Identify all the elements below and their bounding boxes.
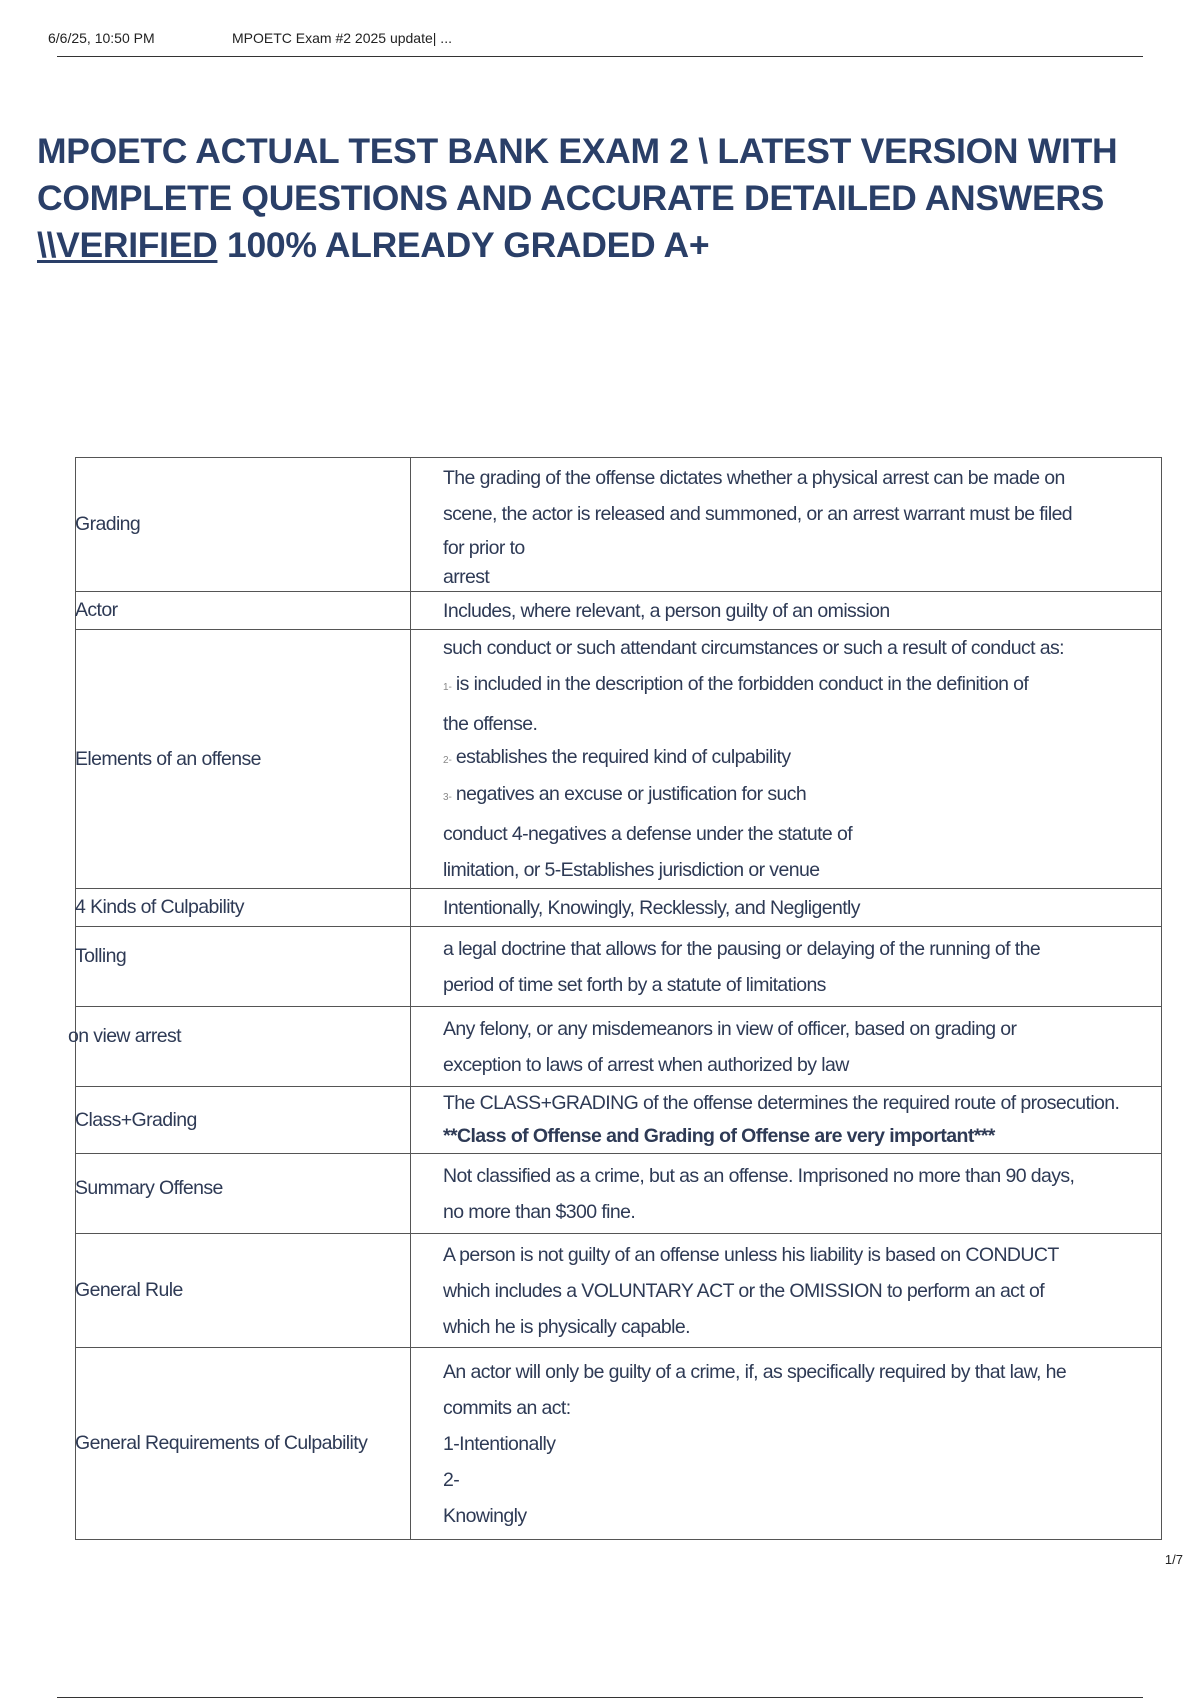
definition-cell bbox=[411, 592, 1162, 630]
definition-line bbox=[443, 742, 1151, 776]
definition-cell bbox=[411, 630, 1162, 889]
definition-line: Any felony, or any misdemeanors in view of officer, based on grading or bbox=[443, 1017, 1017, 1040]
definition-line: Not classified as a crime, but as an offense. Imprisoned no more than 90 days, bbox=[443, 1164, 1075, 1187]
definition-cell bbox=[411, 1007, 1162, 1087]
definition-line: such conduct or such attendant circumstances or such a result of conduct as: bbox=[443, 637, 1064, 659]
table-row bbox=[76, 458, 1162, 592]
print-page-title: MPOETC Exam #2 2025 update| ... bbox=[232, 30, 452, 46]
table-row bbox=[76, 1154, 1162, 1234]
table-row bbox=[76, 630, 1162, 889]
term-label: General Requirements of Culpability bbox=[75, 1432, 368, 1454]
definition-cell bbox=[411, 927, 1162, 1007]
definition-line: An actor will only be guilty of a crime, if, as specifically required by that law, he bbox=[443, 1360, 1067, 1383]
term-cell bbox=[68, 1007, 411, 1087]
term-label: General Rule bbox=[75, 1279, 183, 1301]
definition-line-important: **Class of Offense and Grading of Offense are very important*** bbox=[443, 1125, 995, 1147]
definition-line: 1-Intentionally bbox=[443, 1432, 556, 1455]
definition-line: Includes, where relevant, a person guilty of an omission bbox=[443, 599, 890, 622]
definition-line: scene, the actor is released and summoned, or an arrest warrant must be filed bbox=[443, 502, 1073, 525]
definition-line: no more than $300 fine. bbox=[443, 1200, 636, 1223]
term-label: Elements of an offense bbox=[75, 747, 261, 770]
definition-cell bbox=[411, 458, 1162, 592]
term-cell bbox=[76, 1154, 411, 1234]
definition-cell bbox=[411, 1087, 1162, 1154]
definition-text: establishes the required kind of culpability bbox=[455, 746, 791, 768]
definition-line: the offense. bbox=[443, 713, 538, 735]
definition-line: The CLASS+GRADING of the offense determines the required route of prosecution. bbox=[443, 1092, 1120, 1114]
table-row bbox=[76, 1348, 1162, 1540]
term-label: Class+Grading bbox=[75, 1108, 197, 1131]
definition-cell bbox=[411, 1154, 1162, 1234]
definition-line: which includes a VOLUNTARY ACT or the OMISSION to perform an act of bbox=[443, 1279, 1045, 1302]
term-cell bbox=[76, 458, 411, 592]
definition-line: conduct 4-negatives a defense under the statute of bbox=[443, 823, 853, 845]
definition-line: The grading of the offense dictates whether a physical arrest can be made on bbox=[443, 466, 1065, 489]
term-cell bbox=[76, 1348, 411, 1540]
list-marker: 3- bbox=[443, 792, 452, 803]
definition-line: arrest bbox=[443, 565, 490, 588]
table-row bbox=[76, 1007, 1162, 1087]
term-label: Summary Offense bbox=[75, 1177, 223, 1199]
definition-line bbox=[443, 666, 1151, 706]
term-cell bbox=[76, 592, 411, 630]
definition-line: which he is physically capable. bbox=[443, 1315, 690, 1338]
term-cell bbox=[76, 927, 411, 1007]
header-divider bbox=[57, 56, 1143, 57]
definition-text: is included in the description of the forbidden conduct in the definition of bbox=[455, 673, 1029, 695]
definition-line: a legal doctrine that allows for the pausing or delaying of the running of the bbox=[443, 937, 1041, 960]
definition-line: period of time set forth by a statute of limitations bbox=[443, 973, 826, 996]
title-part-2: 100% ALREADY GRADED A+ bbox=[217, 225, 710, 265]
qa-table bbox=[68, 457, 1162, 1540]
footer-divider bbox=[57, 1697, 1143, 1698]
definition-text: negatives an excuse or justification for such bbox=[455, 783, 807, 805]
term-cell bbox=[76, 1234, 411, 1348]
term-label: Actor bbox=[75, 599, 118, 621]
definition-line: Knowingly bbox=[443, 1504, 527, 1527]
table-row bbox=[76, 1087, 1162, 1154]
definition-line: A person is not guilty of an offense unless his liability is based on CONDUCT bbox=[443, 1243, 1059, 1266]
definition-line: 2- bbox=[443, 1468, 460, 1491]
definition-line: limitation, or 5-Establishes jurisdiction or venue bbox=[443, 859, 820, 881]
term-label: on view arrest bbox=[68, 1025, 181, 1047]
definition-line: commits an act: bbox=[443, 1396, 571, 1419]
print-timestamp: 6/6/25, 10:50 PM bbox=[48, 30, 155, 46]
definition-line bbox=[443, 776, 1151, 816]
list-marker: 2- bbox=[443, 755, 452, 766]
definition-line: for prior to bbox=[443, 536, 525, 559]
term-cell bbox=[76, 630, 411, 889]
table-row bbox=[76, 889, 1162, 927]
table-row bbox=[76, 592, 1162, 630]
definition-cell bbox=[411, 889, 1162, 927]
definition-line: exception to laws of arrest when authorized by law bbox=[443, 1053, 849, 1076]
definition-cell bbox=[411, 1348, 1162, 1540]
term-label: 4 Kinds of Culpability bbox=[75, 896, 244, 918]
title-part-1: MPOETC ACTUAL TEST BANK EXAM 2 \ LATEST VERSION WITH COMPLETE QUESTIONS AND ACCURATE DETAILED ANSWERS bbox=[37, 131, 1118, 218]
term-label: Grading bbox=[75, 513, 141, 535]
table-row bbox=[76, 927, 1162, 1007]
term-cell bbox=[76, 889, 411, 927]
definition-cell bbox=[411, 1234, 1162, 1348]
definition-line: Intentionally, Knowingly, Recklessly, and Negligently bbox=[443, 896, 860, 919]
list-marker: 1- bbox=[443, 682, 452, 693]
table-row bbox=[76, 1234, 1162, 1348]
document-title bbox=[37, 128, 1137, 269]
title-verified: \\VERIFIED bbox=[37, 225, 218, 265]
term-cell bbox=[76, 1087, 411, 1154]
term-label: Tolling bbox=[75, 945, 127, 967]
page-number: 1/7 bbox=[1164, 1552, 1183, 1567]
